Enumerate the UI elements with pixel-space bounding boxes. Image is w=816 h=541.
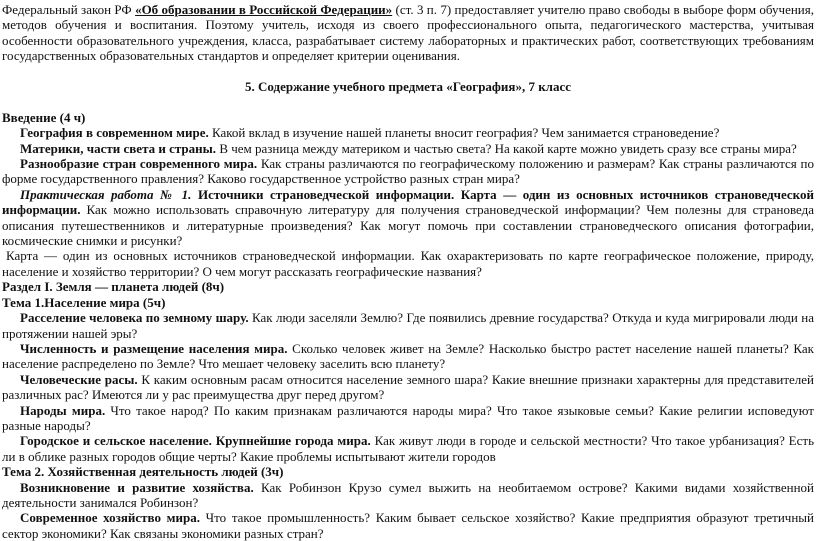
text-run: Что такое народ? По каким признакам различаются народы мира? Что такое языковые семьи? Какие религии исповедуют разные народы? [2, 402, 814, 433]
paragraph [2, 2, 814, 64]
blank-line [2, 64, 814, 79]
text-run: Расселение человека по земному шару. [20, 310, 249, 326]
text-run: Источники страноведческой информации. Карта — один из основных источников страноведческой информации. [2, 186, 814, 218]
paragraph [2, 433, 814, 464]
paragraph [2, 403, 814, 434]
text-run: Введение (4 ч) [2, 109, 86, 125]
blank-line [2, 94, 814, 109]
paragraph [2, 341, 814, 372]
text-run: Какой вклад в изучение нашей планеты вносит география? Чем занимается страноведение? [208, 125, 720, 141]
paragraph [2, 141, 814, 156]
paragraph [2, 310, 814, 341]
text-run: География в современном мире. [20, 125, 209, 141]
text-run: Как можно использовать справочную литературу для получения страноведческой информации? Чем полезны для страноведа описания путешественников и литературные произведения? Как могут помочь при составлении страноведческого описания фотографии, космические снимки и рисунки? [2, 202, 814, 249]
paragraph [2, 187, 814, 249]
text-run: Материки, части света и страны. [20, 140, 217, 156]
text-run: Сколько человек живет на Земле? Насколько быстро растет население нашей планеты? Как население распределено по Земле? Что мешает человеку заселить всю планету? [2, 340, 814, 372]
text-run: Карта — один из основных источников страноведческой информации. Как охарактеризовать по карте географическое положение, природу, население и хозяйство территории? О чем могут рассказать географические названия? [2, 248, 814, 279]
paragraph [2, 248, 814, 279]
text-run: Численность и размещение населения мира. [20, 340, 288, 356]
text-run: Человеческие расы. [20, 371, 138, 387]
paragraph [2, 480, 814, 511]
text-run: «Об образовании в Российской Федерации» [135, 2, 393, 17]
text-run: Как люди заселяли Землю? Где появились древние государства? Откуда и куда мигрировали люди на протяжении нашей эры? [2, 310, 814, 341]
text-run: (ст. 3 п. 7) предоставляет учителю право свободы в выборе форм обучения, методов обучения и воспитания. Поэтому учитель, исходя из своего профессионального опыта, педагогического мастерства, учитывая особенности образовательного учреждения, класса, разрабатывает систему лабораторных и практических работ, соответствующих требованиям государственных образовательных стандартов и определяет критерии оценивания. [2, 2, 814, 64]
text-run: В чем разница между материком и частью света? На какой карте можно увидеть сразу все страны мира? [216, 140, 797, 156]
text-run: 5. Содержание учебного предмета «География», 7 класс [244, 79, 572, 95]
text-run: Федеральный закон РФ [2, 2, 136, 17]
section-heading [2, 464, 814, 479]
text-run: Тема 2. Хозяйственная деятельность людей (3ч) [2, 464, 284, 480]
text-run: Как страны различаются по географическому положению и размерам? Как страны различаются по форме государственного правления? Каково государственное устройство разных стран мира? [2, 156, 814, 187]
section-heading [2, 295, 814, 310]
text-run: Тема 1.Население мира (5ч) [2, 294, 166, 310]
text-run: Практическая работа № 1. [20, 186, 192, 202]
text-run: Разнообразие стран современного мира. [20, 156, 258, 172]
text-run: Городское и сельское население. Крупнейшие города мира. [20, 433, 371, 449]
text-run: К каким основным расам относится население земного шара? Какие внешние признаки характерны для представителей различных рас? Имеются ли у рас преимущества друг перед другом? [2, 371, 814, 403]
section-heading [2, 110, 814, 125]
text-run: Что такое промышленность? Каким бывает сельское хозяйство? Какие предприятия образуют третичный сектор экономики? Как связаны экономики разных стран? [2, 510, 814, 541]
paragraph [2, 156, 814, 187]
text-run: Как живут люди в городе и сельской местности? Что такое урбанизация? Есть ли в облике разных городов общие черты? Какие проблемы испытывают жители городов [2, 433, 814, 464]
section-heading [2, 279, 814, 294]
text-run: Раздел I. Земля — планета людей (8ч) [2, 279, 225, 295]
text-run: Как Робинзон Крузо сумел выжить на необитаемом острове? Какими видами хозяйственной деятельности занимался Робинзон? [2, 479, 814, 510]
paragraph [2, 372, 814, 403]
text-run: Возникновение и развитие хозяйства. [20, 479, 254, 495]
document-content [2, 2, 814, 541]
paragraph [2, 125, 814, 140]
text-run: Народы мира. [20, 402, 106, 418]
section-heading [2, 79, 814, 94]
text-run: Современное хозяйство мира. [20, 510, 200, 526]
paragraph [2, 510, 814, 541]
